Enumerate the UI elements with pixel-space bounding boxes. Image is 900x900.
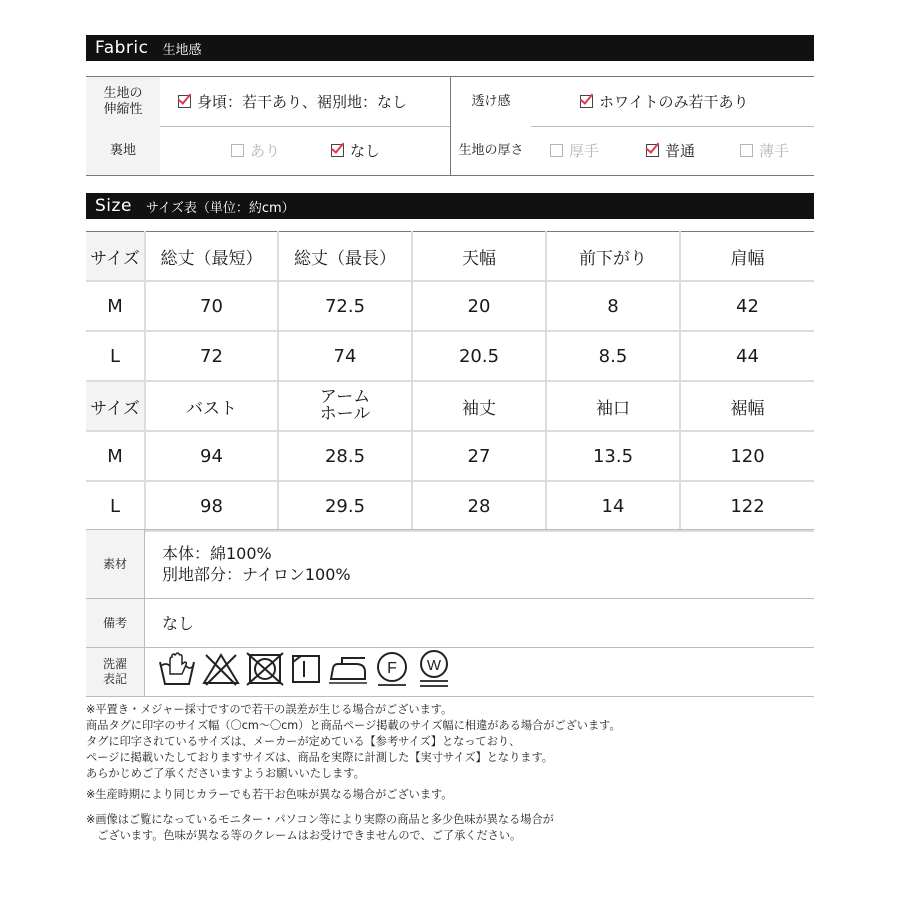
checked-box-icon (580, 95, 593, 108)
header-cell: 袖丈 (412, 381, 546, 431)
size-row (86, 431, 814, 481)
f-letter: F (387, 660, 397, 677)
checked-box-icon (178, 95, 191, 108)
transparency-value (580, 77, 810, 126)
size-label-cell: サイズ (86, 232, 145, 282)
value-cell: 20.5 (412, 331, 546, 381)
thick-text: 厚手 (569, 142, 600, 160)
value-cell: 72 (145, 331, 278, 381)
footnote-line: ※生産時期により同じカラーでも若干お色味が異なる場合がございます。 (86, 788, 453, 801)
header-cell: 総丈（最長） (278, 232, 412, 282)
size-name-cell: L (86, 481, 145, 531)
stretch-label-line1: 生地の (103, 85, 143, 101)
value-cell: 28 (412, 481, 546, 531)
value-cell: 44 (680, 331, 814, 381)
value-cell: 74 (278, 331, 412, 381)
value-cell: 42 (680, 281, 814, 331)
header-cell: 天幅 (412, 232, 546, 282)
size-row (86, 481, 814, 531)
fabric-section-header (86, 35, 814, 61)
size-header-row-1 (86, 232, 814, 282)
value-cell: 20 (412, 281, 546, 331)
footnote-line: ございます。色味が異なる等のクレームはお受けできませんので、ご了承ください。 (86, 829, 522, 842)
transparency-label: 透け感 (451, 77, 531, 126)
value-cell: 120 (680, 431, 814, 481)
care-label (86, 648, 145, 696)
w-letter: W (426, 657, 442, 674)
remarks-value: なし (162, 613, 195, 633)
size-name-cell: M (86, 281, 145, 331)
material-label: 素材 (86, 530, 145, 598)
material-value (162, 530, 351, 598)
hand-wash-icon (158, 652, 196, 686)
fabric-table (86, 76, 814, 176)
unchecked-box-icon (550, 144, 563, 157)
stretch-label-line2: 伸縮性 (103, 101, 143, 117)
size-title: Size (95, 196, 132, 216)
size-subtitle: サイズ表（単位：約cm） (145, 200, 295, 216)
header-cell: 総丈（最短） (145, 232, 278, 282)
material-row (86, 530, 814, 599)
unchecked-box-icon (740, 144, 753, 157)
stretch-value (178, 77, 448, 126)
footnote-line: ※画像はご覧になっているモニター・パソコン等により実際の商品と多少色味が異なる場合が (86, 813, 554, 826)
care-label-line2: 表記 (102, 672, 127, 686)
thickness-option-thin (740, 126, 810, 175)
value-cell: 28.5 (278, 431, 412, 481)
thickness-option-normal (646, 126, 716, 175)
transparency-text: ホワイトのみ若干あり (599, 93, 749, 111)
unchecked-box-icon (231, 144, 244, 157)
transparency-checkbox (580, 91, 749, 112)
material-line-1: 本体：綿100% (162, 544, 272, 563)
fabric-divider (450, 77, 451, 175)
remarks-row (86, 599, 814, 648)
size-row (86, 331, 814, 381)
no-bleach-icon (202, 652, 240, 686)
lining-option-no (331, 126, 391, 175)
lining-label: 裏地 (86, 126, 160, 175)
footnote-line: 商品タグに印字のサイズ幅（〇cm〜〇cm）と商品ページ掲載のサイズ幅に相違がある場合がございます。 (86, 719, 621, 732)
stretch-label (86, 77, 160, 126)
size-header-row-2 (86, 381, 814, 431)
value-cell: 29.5 (278, 481, 412, 531)
care-icons (158, 649, 452, 689)
value-cell: 72.5 (278, 281, 412, 331)
size-label-cell: サイズ (86, 381, 145, 431)
thickness-label: 生地の厚さ (451, 126, 531, 175)
stretch-checkbox (178, 91, 407, 112)
normal-text: 普通 (665, 142, 696, 160)
iron-low-icon (328, 652, 368, 686)
header-cell: 袖口 (546, 381, 680, 431)
value-cell: 122 (680, 481, 814, 531)
armhole-line2: ホール (319, 404, 371, 424)
remarks-label: 備考 (86, 599, 145, 647)
value-cell: 14 (546, 481, 680, 531)
dry-clean-f-icon (374, 651, 410, 687)
value-cell: 8 (546, 281, 680, 331)
header-cell: 裾幅 (680, 381, 814, 431)
size-name-cell: M (86, 431, 145, 481)
size-table (86, 231, 814, 532)
footnote-block-1 (86, 702, 621, 782)
wet-clean-w-icon (416, 649, 452, 689)
fabric-title: Fabric (95, 38, 149, 58)
footnote-line: ページに掲載いたしておりますサイズは、商品を実際に計測した【実寸サイズ】となります。 (86, 751, 553, 764)
hang-dry-icon (290, 652, 322, 686)
footnote-block-2 (86, 787, 452, 803)
value-cell: 27 (412, 431, 546, 481)
header-cell: 前下がり (546, 232, 680, 282)
header-cell: バスト (145, 381, 278, 431)
size-name-cell: L (86, 331, 145, 381)
footnote-line: あらかじめご了承くださいますようお願いいたします。 (86, 767, 365, 780)
fabric-subtitle: 生地感 (162, 42, 202, 58)
size-row (86, 281, 814, 331)
thickness-option-thick (550, 126, 610, 175)
care-label-line1: 洗濯 (102, 657, 127, 671)
value-cell: 70 (145, 281, 278, 331)
no-tumble-dry-icon (246, 652, 284, 686)
lining-yes-text: あり (250, 142, 281, 160)
armhole-line1: アーム (319, 387, 371, 407)
lining-option-yes (231, 126, 291, 175)
checked-box-icon (331, 144, 344, 157)
value-cell: 13.5 (546, 431, 680, 481)
thin-text: 薄手 (759, 142, 790, 160)
header-cell-armhole (278, 381, 412, 431)
footnote-line: タグに印字されているサイズは、メーカーが定めている【参考サイズ】となっており、 (86, 735, 521, 748)
footnote-line: ※平置き・メジャー採寸ですので若干の誤差が生じる場合がございます。 (86, 703, 453, 716)
stretch-text: 身頃：若干あり、裾別地：なし (197, 93, 408, 111)
size-section-header (86, 193, 814, 219)
material-line-2: 別地部分：ナイロン100% (162, 565, 351, 584)
footnote-block-3 (86, 812, 554, 844)
header-cell: 肩幅 (680, 232, 814, 282)
value-cell: 8.5 (546, 331, 680, 381)
value-cell: 94 (145, 431, 278, 481)
value-cell: 98 (145, 481, 278, 531)
lining-no-text: なし (350, 142, 381, 160)
checked-box-icon (646, 144, 659, 157)
